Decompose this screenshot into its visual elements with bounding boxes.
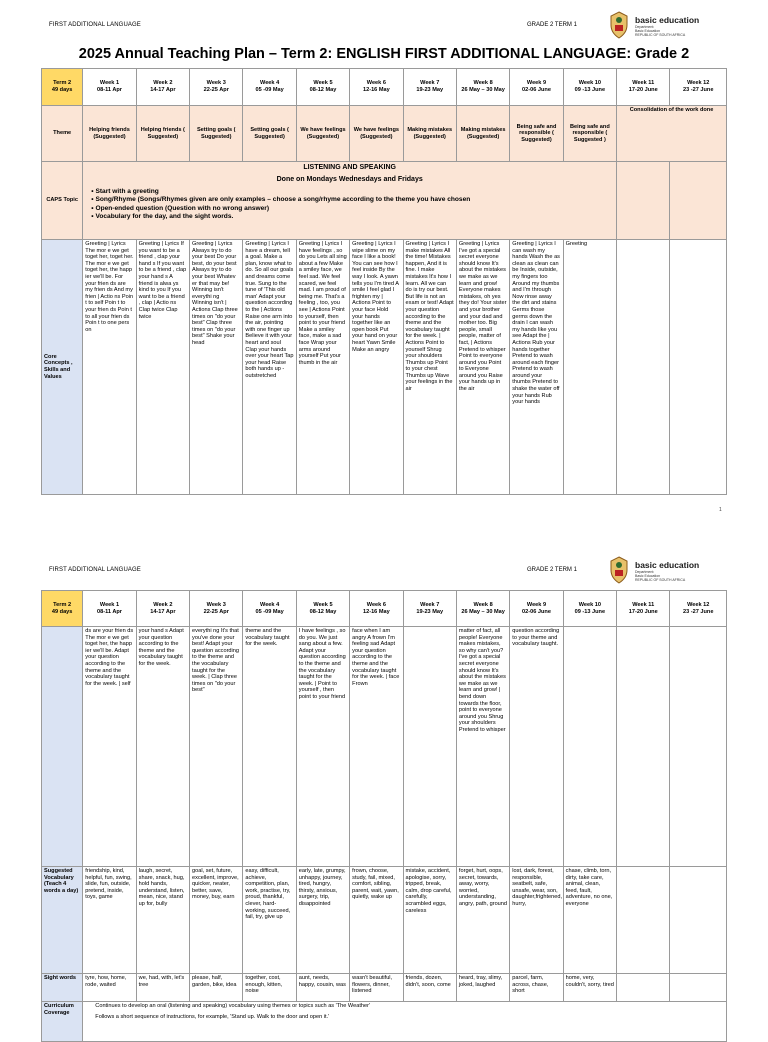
week-header: Week 6 12-16 May xyxy=(350,69,403,106)
header-subject: FIRST ADDITIONAL LANGUAGE xyxy=(49,567,141,573)
core-label-empty xyxy=(42,627,83,867)
department-logo xyxy=(607,556,727,586)
teaching-plan-table-page2 xyxy=(41,590,727,1042)
week-header: Week 10 09 -13 June xyxy=(563,69,616,106)
week-header: Week 10 09 -13 June xyxy=(563,591,616,627)
theme-cell: Helping friends ( Suggested) xyxy=(136,106,189,162)
sight-words-cell: please, half, garden, bike, idea xyxy=(190,974,243,1002)
core-cell: ds are your frien ds The mor e we get toget her, the happ ier we'll be. Adapt your question according to the theme and the vocabulary taught for the week. | self xyxy=(83,627,136,867)
vocabulary-cell: early, late, grumpy, unhappy, journey, tired, hungry, thirsty, anxious, surgery, trip, disappointed xyxy=(296,867,349,974)
core-cell: matter of fact, all people! Everyone makes mistakes, so why can't you? I've got a special secret everyone should know It's about the mistakes we make as we learn and grow! | bend down towards the floor, point to everyone around you Shrug your shoulders Pretend to whisper xyxy=(456,627,509,867)
week-header: Week 11 17-20 June xyxy=(617,69,670,106)
core-cell: Greeting | Lyrics The mor e we get toget her, toget her. The mor e we get toget her, the happ ier we'll be. For your frien ds are my frien ds And my frien | Actio ns Poin t to self Poin t to your frien ds Poin t to all your frien ds Poin t to one pers on xyxy=(83,240,136,495)
core-cell: Greeting xyxy=(563,240,616,495)
page-two xyxy=(0,555,768,1024)
theme-cell: Being safe and responsible ( Suggested ) xyxy=(563,106,616,162)
teaching-plan-table-page1 xyxy=(41,68,727,495)
page-one xyxy=(0,0,768,515)
core-row xyxy=(42,240,727,495)
week-header: Week 5 08-12 May xyxy=(296,69,349,106)
vocabulary-cell: lost, dark, forest, responsible, seatbelt, safe, unsafe, wear, son, daughter,frightened, hurry, xyxy=(510,867,563,974)
curriculum-row xyxy=(42,1002,727,1042)
term-label: Term 2 49 days xyxy=(42,69,83,106)
week-header: Week 2 14-17 Apr xyxy=(136,591,189,627)
logo-title: basic education xyxy=(635,560,700,570)
core-label: Core Concepts , Skills and Values xyxy=(42,240,83,495)
core-cell-empty xyxy=(563,627,616,867)
caps-topic xyxy=(83,162,617,240)
week-header: Week 6 12-16 May xyxy=(350,591,403,627)
sight-words-cell: parcel, farm, across, chase, short xyxy=(510,974,563,1002)
vocabulary-cell: laugh, secret, share, snack, hug, hold hands, understand, listen, mean, nice, stand up for, bully xyxy=(136,867,189,974)
core-cell: theme and the vocabulary taught for the week. xyxy=(243,627,296,867)
week-header: Week 9 02-06 June xyxy=(510,69,563,106)
theme-cell: We have feelings (Suggested) xyxy=(350,106,403,162)
sight-words-cell xyxy=(617,974,670,1002)
week-header: Week 4 05 -09 May xyxy=(243,591,296,627)
core-cell: Greeting | Lyrics I have feelings , so do you Lets all sing about a few Make a smiley face, we feel sad. We feel scared, we feel mad. I am proud of being me. That's a feeling , too, you see | Actions Point to yourself, then point to your friend Make a smiley face, make a sad face Wrap your arms around yourself Put your thumb in the air xyxy=(296,240,349,495)
sight-words-label: Sight words xyxy=(42,974,83,1002)
header-grade-term: GRADE 2 TERM 1 xyxy=(527,567,577,573)
core-cell: your hand s Adapt your question according to the theme and the vocabulary taught for the week. xyxy=(136,627,189,867)
theme-row xyxy=(42,106,727,162)
curriculum-line: Follows a short sequence of instructions, for example, 'Stand up. Walk to the door and open it.' xyxy=(95,1013,330,1020)
department-logo xyxy=(607,11,727,41)
caps-subheading: Done on Mondays Wednesdays and Fridays xyxy=(276,176,423,183)
week-header: Week 7 19-23 May xyxy=(403,591,456,627)
core-cell-empty xyxy=(617,240,670,495)
caps-row xyxy=(42,162,727,240)
theme-cell: We have feelings (Suggested) xyxy=(296,106,349,162)
term-label: Term 2 49 days xyxy=(42,591,83,627)
weeks-row xyxy=(42,69,727,106)
vocabulary-cell: forget, hurt, oops, secret, towards, away, worry, worried, understanding, angry, path, ground xyxy=(456,867,509,974)
vocabulary-cell: friendship, kind, helpful, fun, swing, slide, fun, outside, pretend, inside, toys, game xyxy=(83,867,136,974)
core-cell: Greeting | Lyrics I've got a special secret everyone should know It's about the mistakes we make as we learn and grow! Everyone makes mistakes, oh yes they do! Your sister and your brother and your dad and mother too. Big people, small people, matter of fact, | Actions Pretend to whisper Point to everyone around you Point to Everyone around you Raise your hands up in the air xyxy=(456,240,509,495)
sight-words-cell: tyre, how, home, rode, waited xyxy=(83,974,136,1002)
theme-label: Theme xyxy=(42,106,83,162)
week-header: Week 12 23 -27 June xyxy=(670,69,727,106)
core-cell: everythi ng It's that you've done your best! Adapt your question according to the theme and the vocabulary taught for the week. | Clap three times on "do your best" xyxy=(190,627,243,867)
sight-words-cell: wasn't beautiful, flowers, dinner, listened xyxy=(350,974,403,1002)
document-title: 2025 Annual Teaching Plan – Term 2: ENGLISH FIRST ADDITIONAL LANGUAGE: Grade 2 xyxy=(78,46,690,62)
vocabulary-row xyxy=(42,867,727,974)
core-cell: Greeting | Lyrics I can wash my hands Wash the as clean as clean can be Inside, outside, my fingers too Around my thumbs and I'm through Now rinse away the dirt and stains Germs those germs down the drain I can wash my hands like you see Adapt the | Actions Rub your hands together Pretend to wash around each finger Pretend to wash around your thumbs Pretend to shake the water off your hands Rub your hands xyxy=(510,240,563,495)
week-header: Week 12 23 -27 June xyxy=(670,591,727,627)
week-header: Week 1 08-11 Apr xyxy=(83,591,136,627)
core-cell: Greeting | Lyrics Always try to do your best Do your best, do your best Always try to do your best Whatev er that may be! Winning isn't everythi ng Winning isn't | Actions Clap three times on "do your best" Clap three times on "do your best" Shake your head xyxy=(190,240,243,495)
week-header: Week 2 14-17 Apr xyxy=(136,69,189,106)
sight-words-cell xyxy=(670,974,727,1002)
sight-words-row xyxy=(42,974,727,1002)
theme-cell: Making mistakes (Suggested) xyxy=(456,106,509,162)
week-header: Week 8 26 May – 30 May xyxy=(456,69,509,106)
core-cell: Greeting | Lyrics I wipe slime on my face I like a book! You can see how I feel inside By the way I look. A yawn tells you I'm tired A smile I feel glad I frighten my | Actions Point to your face Hold your hands together like an open book Put your hand on your heart Yawn Smile Make an angry xyxy=(350,240,403,495)
curriculum-cell xyxy=(83,1002,727,1042)
logo-subtitle: Department: Basic Education REPUBLIC OF SOUTH AFRICA xyxy=(635,25,686,37)
theme-cell: Making mistakes (Suggested) xyxy=(403,106,456,162)
page-number: 1 xyxy=(719,507,722,513)
week-header: Week 11 17-20 June xyxy=(617,591,670,627)
sight-words-cell: together, cost, enough, kitten, noise xyxy=(243,974,296,1002)
core-row-continued xyxy=(42,627,727,867)
caps-empty xyxy=(617,162,670,240)
week-header: Week 8 26 May – 30 May xyxy=(456,591,509,627)
vocabulary-cell xyxy=(670,867,727,974)
curriculum-line: Continues to develop an oral (listening and speaking) vocabulary using themes or topics such as 'The Weather' xyxy=(95,1003,371,1009)
vocabulary-cell: frown, choose, study, fail, mixed, comfort, sibling, parent, wait, yawn, quietly, wake up xyxy=(350,867,403,974)
sight-words-cell: home, very, couldn't, sorry, tired xyxy=(563,974,616,1002)
core-cell: I have feelings , so do you. We just sang about a few. Adapt your question according to the theme and the vocabulary taught for the week. | Point to yourself , then point to your friend xyxy=(296,627,349,867)
week-header: Week 1 08-11 Apr xyxy=(83,69,136,106)
week-header: Week 9 02-06 June xyxy=(510,591,563,627)
coat-of-arms-icon xyxy=(607,556,631,584)
vocabulary-cell: chase, climb, torn, dirty, take care, animal, clean, feed, fault, adventure, no one, everyone xyxy=(563,867,616,974)
core-cell: face when I am angry A frown I'm feeling sad Adapt your question according to the theme and the vocabulary taught for the week. | face Frown xyxy=(350,627,403,867)
vocabulary-cell: easy, difficult, achieve, competition, plan, work, practise, try, proud, thankful, clever, hard-working, succeed, fail, try, give up xyxy=(243,867,296,974)
theme-cell: Setting goals ( Suggested) xyxy=(190,106,243,162)
caps-bullets: • Start with a greeting • Song/Rhyme (Songs/Rhymes given are only examples – choose a song/rhyme according to the theme you have chosen • Open-ended question (Question with no wrong answer) • Vocabulary for the day, and the sight words. xyxy=(85,188,614,222)
core-cell: Greeting | Lyrics If you want to be a friend , clap your hand s If you want to be a friend , clap your hand s A friend is alwa ys kind to you If you want to be a friend , clap | Actio ns Clap twice Clap twice xyxy=(136,240,189,495)
vocabulary-cell xyxy=(617,867,670,974)
logo-subtitle: Department: Basic Education REPUBLIC OF SOUTH AFRICA xyxy=(635,570,686,582)
core-cell-empty xyxy=(670,240,727,495)
page-gap xyxy=(0,515,768,555)
week-header: Week 7 19-23 May xyxy=(403,69,456,106)
sight-words-cell: friends, dozen, didn't, soon, come xyxy=(403,974,456,1002)
core-cell xyxy=(403,627,456,867)
theme-cell: Setting goals ( Suggested) xyxy=(243,106,296,162)
week-header: Week 4 05 -09 May xyxy=(243,69,296,106)
header-subject: FIRST ADDITIONAL LANGUAGE xyxy=(49,22,141,28)
week-header: Week 3 22-25 Apr xyxy=(190,591,243,627)
theme-cell: Helping friends (Suggested) xyxy=(83,106,136,162)
vocabulary-cell: mistake, accident, apologise, sorry, tripped, break, calm, drop careful, carefully, scrambled eggs, careless xyxy=(403,867,456,974)
header-grade-term: GRADE 2 TERM 1 xyxy=(527,22,577,28)
week-header: Week 5 08-12 May xyxy=(296,591,349,627)
curriculum-label: Curriculum Coverage xyxy=(42,1002,83,1042)
caps-heading: LISTENING AND SPEAKING xyxy=(303,164,397,171)
core-cell-empty xyxy=(670,627,727,867)
vocabulary-cell: goal, set, future, excellent, improve, quicker, neater, better, save, money, buy, earn xyxy=(190,867,243,974)
caps-label: CAPS Topic xyxy=(42,162,83,240)
core-cell: Greeting | Lyrics I make mistakes All the time! Mistakes happen, And it is fine. I make mistakes It's how I learn. All we can do is try our best. But life is not an exam or test! Adapt your question according to the theme and the vocabulary taught for the week. | Actions Point to yourself Shrug your shoulders Thumbs up Point to your chest Thumbs up Wave your feelings in the air xyxy=(403,240,456,495)
vocabulary-label: Suggested Vocabulary (Teach 4 words a day) xyxy=(42,867,83,974)
sight-words-cell: heard, tray, slimy, joked, laughed xyxy=(456,974,509,1002)
weeks-row xyxy=(42,591,727,627)
caps-empty xyxy=(670,162,727,240)
logo-title: basic education xyxy=(635,15,700,25)
theme-cell: Consolidation of the work done xyxy=(617,106,727,162)
week-header: Week 3 22-25 Apr xyxy=(190,69,243,106)
core-cell-empty xyxy=(617,627,670,867)
core-cell: question according to your theme and vocabulary taught. xyxy=(510,627,563,867)
core-cell: Greeting | Lyrics I have a dream, tell a goal. Make a plan, know what to do. So all our goals and dreams come true. Sung to the tune of 'This old man' Adapt your question according to the | Actions Raise one arm into the air, pointing with one finger up Believe it with your heart and soul Clap your hands over your heart Tap your head Raise both hands up - outstretched xyxy=(243,240,296,495)
coat-of-arms-icon xyxy=(607,11,631,39)
sight-words-cell: aunt, needs, happy, cousin, was xyxy=(296,974,349,1002)
theme-cell: Being safe and responsible ( Suggested) xyxy=(510,106,563,162)
sight-words-cell: we, had, with, let's tree xyxy=(136,974,189,1002)
